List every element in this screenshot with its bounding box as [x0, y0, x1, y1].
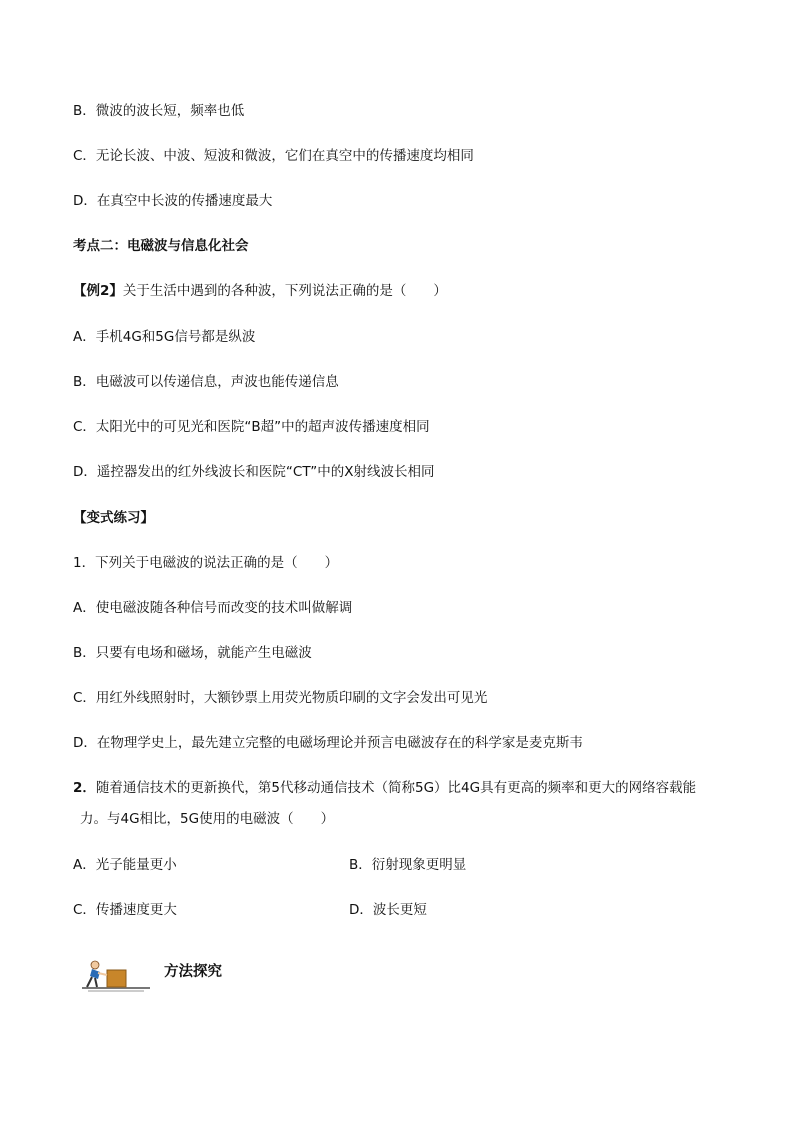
- example-option-d: D．遥控器发出的红外线波长和医院“CT”中的X射线波长相同: [73, 464, 435, 480]
- practice-q2-text: 随着通信技术的更新换代，第5代移动通信技术（简称5G）比4G具有更高的频率和更大的网络容载能: [95, 780, 697, 796]
- example-2-question: [73, 281, 447, 301]
- practice-q1-option-c: C．用红外线照射时，大额钞票上用荧光物质印刷的文字会发出可见光: [73, 690, 488, 706]
- practice-q1-option-a: A．使电磁波随各种信号而改变的技术叫做解调: [73, 600, 353, 616]
- section-title-em-waves-info-society: 考点二：电磁波与信息化社会: [73, 238, 249, 254]
- option-b-microwave: B．微波的波长短，频率也低: [73, 103, 245, 119]
- example-question-text: 关于生活中遇到的各种波，下列说法正确的是（ ）: [122, 283, 447, 299]
- practice-q2-option-b: B．衍射现象更明显: [349, 857, 467, 873]
- example-option-b: B．电磁波可以传递信息，声波也能传递信息: [73, 374, 339, 390]
- option-d-longwave-speed: D．在真空中长波的传播速度最大: [73, 193, 273, 209]
- practice-q2-question-line1: [73, 778, 696, 798]
- practice-q1-option-d: D．在物理学史上，最先建立完整的电磁场理论并预言电磁波存在的科学家是麦克斯韦: [73, 735, 583, 751]
- method-heading: [80, 958, 220, 994]
- example-option-a: A．手机4G和5G信号都是纵波: [73, 329, 256, 345]
- practice-q1-option-b: B．只要有电场和磁场，就能产生电磁波: [73, 645, 312, 661]
- person-pushing-box-icon: [80, 958, 152, 994]
- practice-q2-number: 2．: [73, 780, 96, 796]
- method-title: 方法探究: [164, 964, 222, 980]
- practice-q2-option-c: C．传播速度更大: [73, 902, 177, 918]
- example-option-c: C．太阳光中的可见光和医院“B超”中的超声波传播速度相同: [73, 419, 430, 435]
- option-c-speed-same: C．无论长波、中波、短波和微波，它们在真空中的传播速度均相同: [73, 148, 474, 164]
- practice-q1-question: 1．下列关于电磁波的说法正确的是（ ）: [73, 555, 339, 571]
- practice-q2-option-a: A．光子能量更小: [73, 857, 177, 873]
- example-label: 【例2】: [73, 283, 123, 299]
- practice-title: 【变式练习】: [73, 510, 154, 526]
- practice-q2-question-line2: 力。与4G相比，5G使用的电磁波（ ）: [80, 811, 335, 827]
- practice-q2-option-d: D．波长更短: [349, 902, 427, 918]
